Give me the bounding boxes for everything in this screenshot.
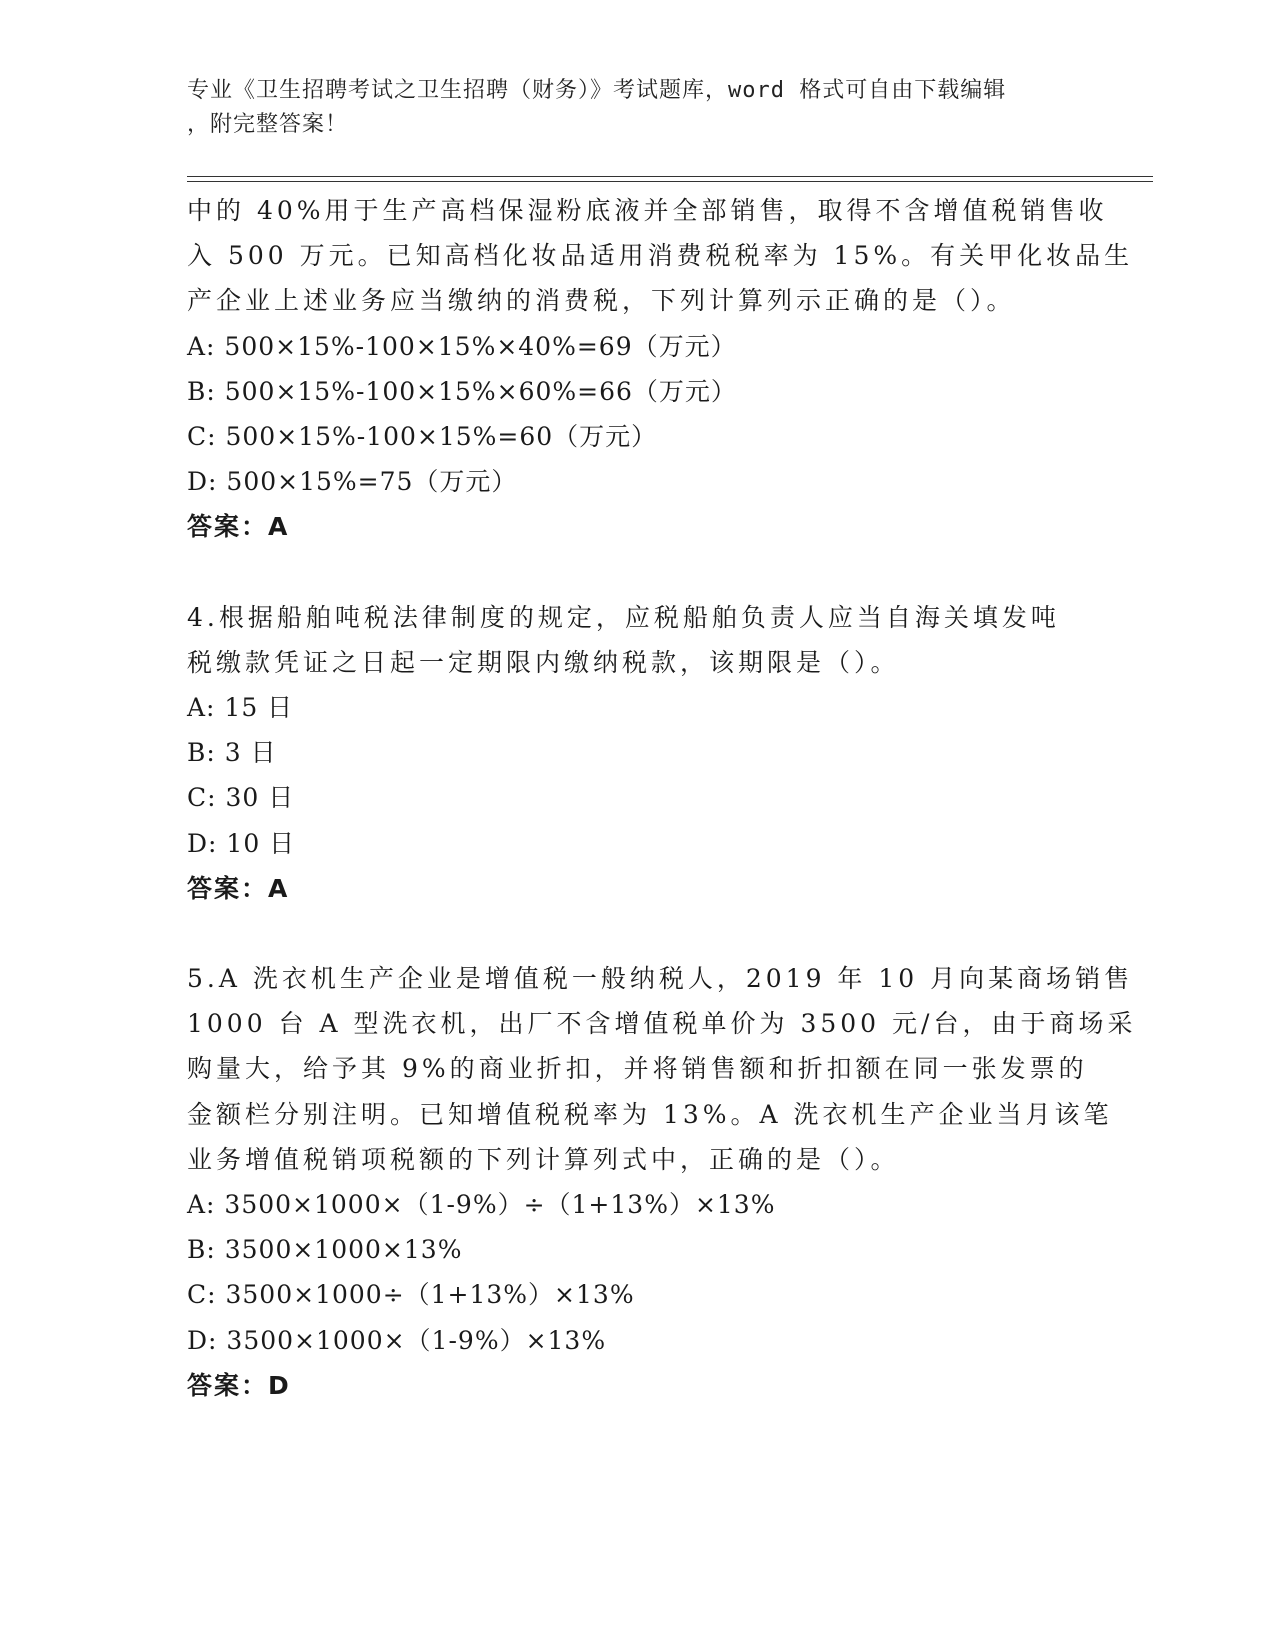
header-divider-bottom — [187, 181, 1153, 182]
answer-line: 答案：D — [187, 1370, 291, 1400]
question-4 — [187, 595, 1087, 911]
question-text-line: 4.根据船舶吨税法律制度的规定，应税船舶负责人应当自海关填发吨 — [187, 602, 1060, 632]
question-4-text — [187, 595, 1087, 685]
question-3-text — [187, 188, 1134, 324]
spacer — [187, 550, 1087, 595]
option-d: D: 500×15%=75（万元） — [187, 467, 518, 497]
option-a: A: 500×15%-100×15%×40%=69（万元） — [187, 331, 737, 361]
header-line-1: 专业《卫生招聘考试之卫生招聘（财务）》考试题库，word 格式可自由下载编辑 — [187, 78, 1007, 103]
header-divider-top — [187, 176, 1153, 177]
option-b: B: 500×15%-100×15%×60%=66（万元） — [187, 376, 737, 406]
option-d: D: 3500×1000×（1-9%）×13% — [187, 1325, 607, 1355]
option-b: B: 3 日 — [187, 738, 277, 768]
option-b: B: 3500×1000×13% — [187, 1235, 463, 1265]
header-line-2: ，附完整答案！ — [187, 112, 349, 137]
question-text-line: 购量大，给予其 9%的商业折扣，并将销售额和折扣额在同一张发票的 — [187, 1054, 1088, 1084]
option-c: C: 30 日 — [187, 783, 295, 813]
question-text-line: 税缴款凭证之日起一定期限内缴纳税款，该期限是（）。 — [187, 647, 900, 677]
spacer — [187, 911, 1087, 956]
question-text-line: 5.A 洗衣机生产企业是增值税一般纳税人，2019 年 10 月向某商场销售 — [187, 964, 1134, 994]
question-text-line: 入 500 万元。已知高档化妆品适用消费税税率为 15%。有关甲化妆品生 — [187, 241, 1134, 271]
document-body — [187, 188, 1137, 1408]
answer-line: 答案：A — [187, 512, 290, 542]
option-c: C: 3500×1000÷（1+13%）×13% — [187, 1280, 635, 1310]
question-5 — [187, 956, 1137, 1408]
question-text-line: 1000 台 A 型洗衣机，出厂不含增值税单价为 3500 元/台，由于商场采 — [187, 1009, 1137, 1039]
question-text-line: 金额栏分别注明。已知增值税税率为 13%。A 洗衣机生产企业当月该笔 — [187, 1099, 1113, 1129]
question-5-text — [187, 956, 1137, 1182]
question-3 — [187, 188, 1134, 550]
option-c: C: 500×15%-100×15%=60（万元） — [187, 422, 658, 452]
question-text-line: 产企业上述业务应当缴纳的消费税，下列计算列示正确的是（）。 — [187, 286, 1016, 316]
option-a: A: 3500×1000×（1-9%）÷（1+13%）×13% — [187, 1190, 776, 1220]
option-a: A: 15 日 — [187, 693, 294, 723]
question-text-line: 业务增值税销项税额的下列计算列式中，正确的是（）。 — [187, 1144, 900, 1174]
option-d: D: 10 日 — [187, 828, 296, 858]
document-header — [187, 74, 1067, 142]
question-text-line: 中的 40%用于生产高档保湿粉底液并全部销售，取得不含增值税销售收 — [187, 196, 1108, 225]
answer-line: 答案：A — [187, 873, 290, 903]
